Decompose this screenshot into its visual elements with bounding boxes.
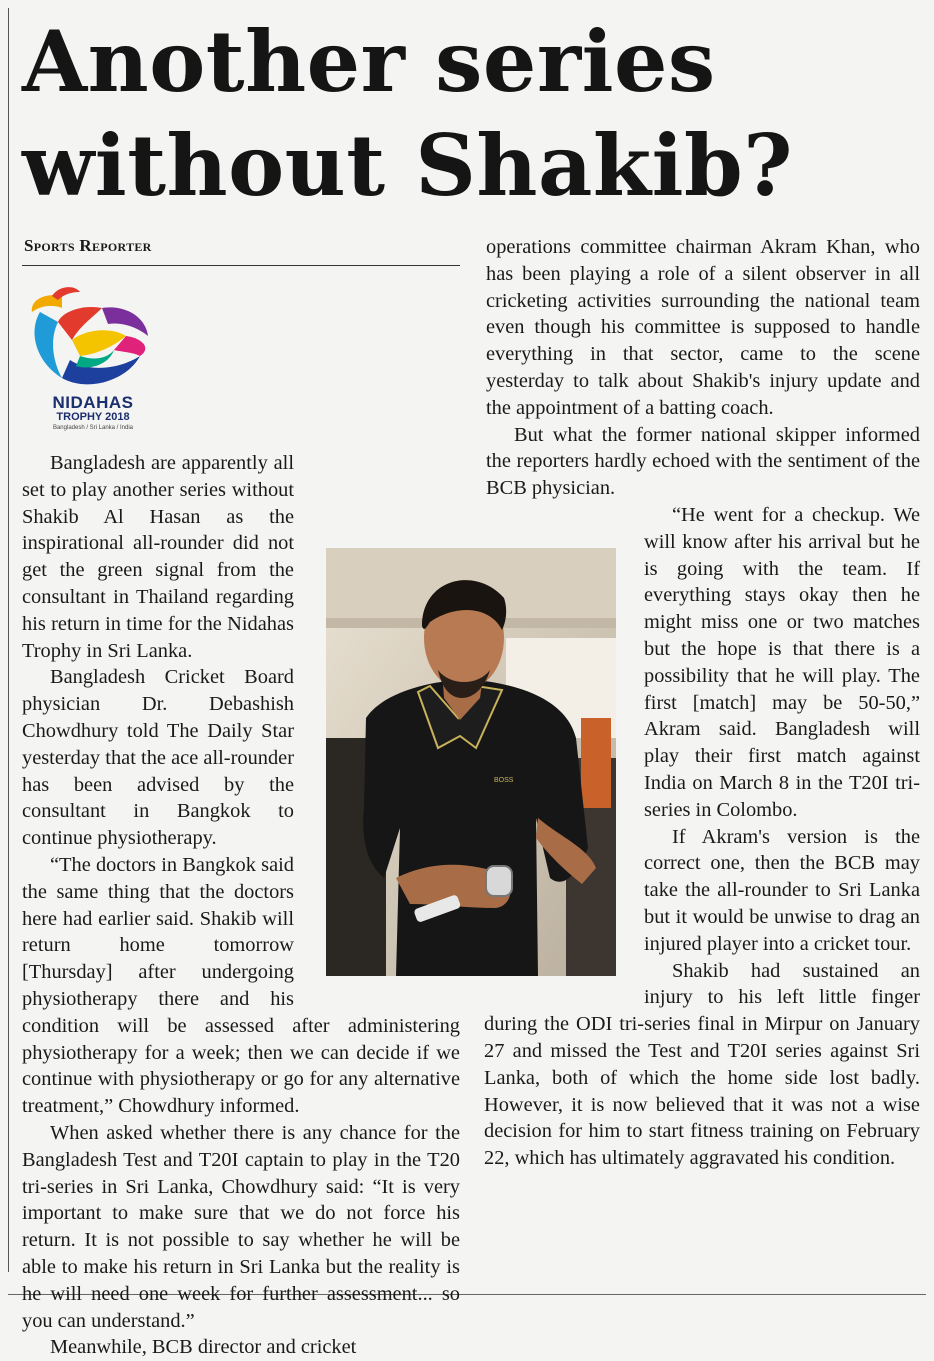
article-paragraph: Bangladesh are apparently all set to play another series without Shakib Al Hasan as the inspirational all-rounder did not get the green signal from the consultant in Thailand regarding his return in time for the Nidahas Trophy in Sri Lanka.: [22, 452, 294, 662]
byline-divider: [22, 265, 460, 266]
photo-float-space-left: [294, 524, 460, 1000]
headline-line-1: Another series: [22, 12, 716, 111]
article-paragraph: operations committee chairman Akram Khan, who has been playing a role of a silent observer in all cricketing activities surrounding the national team even though his committee is supposed to handle everything in that sector, came to the scene yesterday to talk about Shakib's injury update and the appointment of a batting coach.: [486, 236, 920, 419]
logo-title: NIDAHAS: [52, 393, 134, 412]
article-paragraph: “He went for a checkup. We will know after his arrival but he is going with the team. If everything stays okay then he might miss one or two matches but the hope is that there is a possibility that he will play. The first [match] may be 50-50,” Akram said. Bangladesh will play their first match against India on March 8 in the T20I tri-series in Colombo.: [644, 503, 920, 821]
page-border-left: [8, 8, 9, 1272]
article-paragraph: When asked whether there is any chance for the Bangladesh Test and T20I captain to play in the T20 tri-series in Sri Lanka, Chowdhury said: “It is very important to make sure that we do not force his return. It is not possible to say whether he will be able to make his return in Sri Lanka but the reality is he will need one week for further assessment... so you can understand.”: [22, 1121, 460, 1332]
article-headline: [22, 10, 922, 218]
article-paragraph: Bangladesh Cricket Board physician Dr. Debashish Chowdhury told The Daily Star yesterday that the ace all-rounder has been advised by the consultant in Bangkok to continue physiotherapy.: [22, 666, 294, 850]
headline-line-2: without Shakib?: [22, 116, 793, 215]
logo-float-space: [22, 282, 164, 446]
article-paragraph: Meanwhile, BCB director and cricket: [50, 1336, 357, 1359]
photo-float-space-right: [484, 524, 644, 992]
shirt-logo-text: BOSS: [494, 777, 514, 784]
article-paragraph: If Akram's version is the correct one, then the BCB may take the all-rounder to Sri Lanka but it would be unwise to drag an injured player into a cricket tour.: [644, 825, 920, 955]
article-column-right: [484, 234, 920, 1278]
article-paragraph: But what the former national skipper informed the reporters hardly echoed with the sentiment of the BCB physician.: [486, 423, 920, 500]
logo-participants: Bangladesh / Sri Lanka / India: [52, 425, 134, 431]
article-column-left: [22, 282, 460, 1359]
logo-subtitle: TROPHY 2018: [56, 411, 130, 423]
article-paragraph: Shakib had sustained an injury to his left little finger during the ODI tri-series final in Mirpur on January 27 and missed the Test and T20I series against Sri Lanka, both of which the home side lost badly. However, it is now believed that it was not a wise decision for him to start fitness training on February 22, which has ultimately aggravated his condition.: [484, 959, 920, 1170]
article-paragraph: “The doctors in Bangkok said the same thing that the doctors here had earlier said. Shakib will return home tomorrow [Thursday] after undergoing physiotherapy there and his condition will be assessed after administering physiotherapy for a week; then we can decide if we continue with physiotherapy or go for any alternative treatment,” Chowdhury informed.: [22, 853, 460, 1118]
byline: Sports Reporter: [24, 236, 152, 255]
